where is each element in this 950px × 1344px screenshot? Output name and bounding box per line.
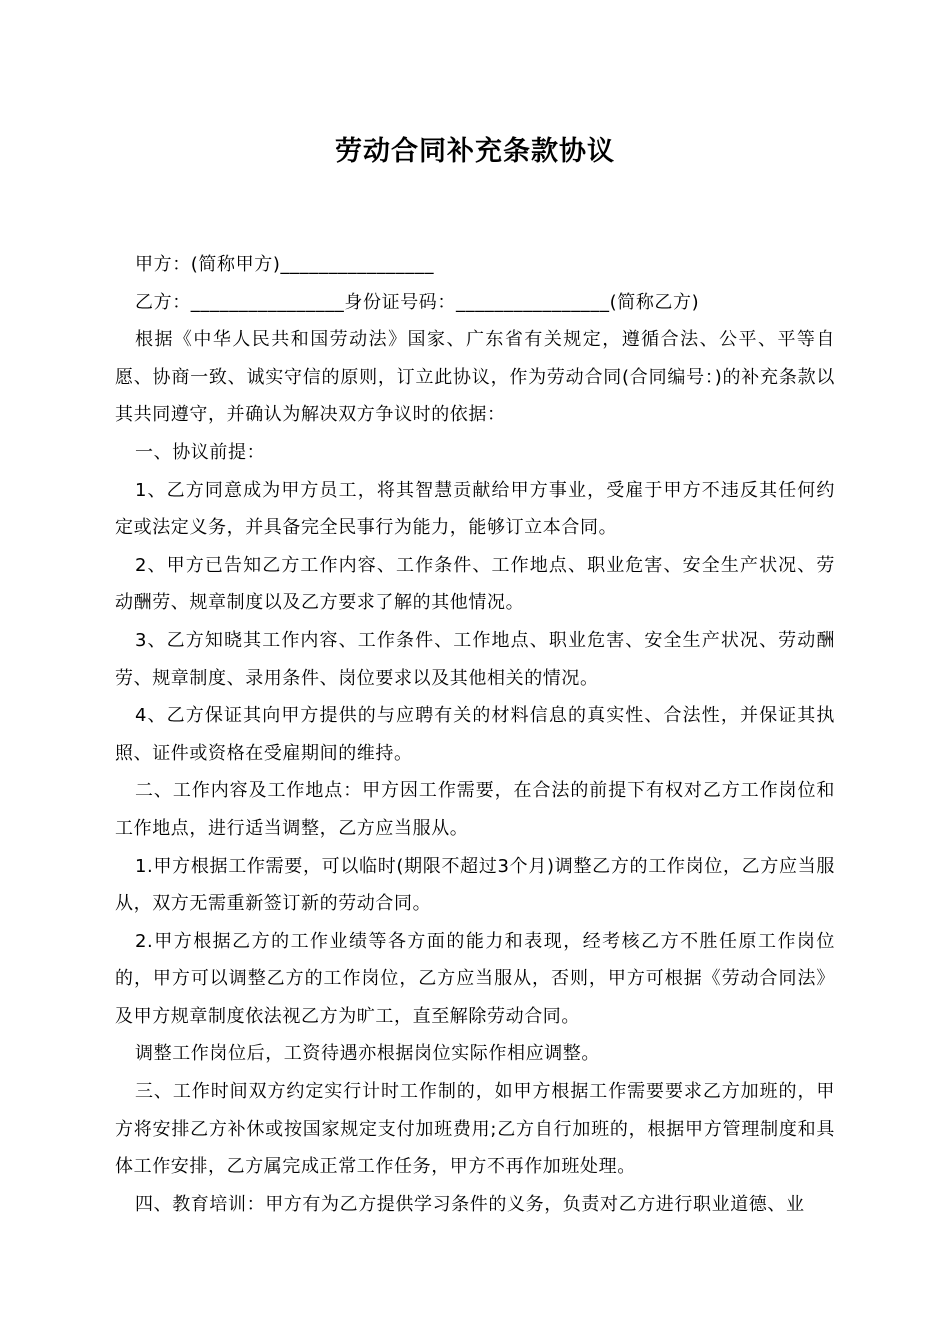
- clause-paragraph: 1、乙方同意成为甲方员工，将其智慧贡献给甲方事业，受雇于甲方不违反其任何约定或法定义务，并具备完全民事行为能力，能够订立本合同。: [115, 479, 835, 539]
- section-paragraph-work-content: 二、工作内容及工作地点：甲方因工作需要，在合法的前提下有权对乙方工作岗位和工作地点，进行适当调整，乙方应当服从。: [115, 780, 835, 839]
- party-a-line: 甲方：(简称甲方)________________: [135, 254, 435, 275]
- clause-paragraph: 调整工作岗位后，工资待遇亦根据岗位实际作相应调整。: [135, 1043, 600, 1065]
- section-paragraph-working-hours: 三、工作时间双方约定实行计时工作制的，如甲方根据工作需要要求乙方加班的，甲方将安排乙方补休或按国家规定支付加班费用;乙方自行加班的，根据甲方管理制度和具体工作安排，乙方属完成正常工作任务，甲方不再作加班处理。: [115, 1081, 835, 1178]
- clause-paragraph: 2、甲方已告知乙方工作内容、工作条件、工作地点、职业危害、安全生产状况、劳动酬劳、规章制度以及乙方要求了解的其他情况。: [115, 554, 835, 614]
- clause-paragraph: 2.甲方根据乙方的工作业绩等各方面的能力和表现，经考核乙方不胜任原工作岗位的，甲方可以调整乙方的工作岗位，乙方应当服从，否则，甲方可根据《劳动合同法》及甲方规章制度依法视乙方为旷工，直至解除劳动合同。: [115, 930, 835, 1027]
- clause-paragraph: 4、乙方保证其向甲方提供的与应聘有关的材料信息的真实性、合法性，并保证其执照、证件或资格在受雇期间的维持。: [115, 705, 835, 764]
- party-b-line: 乙方：________________身份证号码：________________(简称乙方): [135, 291, 700, 313]
- section-heading-premise: 一、协议前提：: [135, 441, 266, 463]
- document-title: 劳动合同补充条款协议: [335, 136, 615, 167]
- document-body: [115, 246, 835, 1223]
- clause-paragraph: 1.甲方根据工作需要，可以临时(期限不超过3个月)调整乙方的工作岗位，乙方应当服从，双方无需重新签订新的劳动合同。: [115, 855, 835, 915]
- preamble-paragraph: 根据《中华人民共和国劳动法》国家、广东省有关规定，遵循合法、公平、平等自愿、协商一致、诚实守信的原则，订立此协议，作为劳动合同(合同编号：)的补充条款以其共同遵守，并确认为解决双方争议时的依据：: [115, 329, 835, 426]
- clause-paragraph: 3、乙方知晓其工作内容、工作条件、工作地点、职业危害、安全生产状况、劳动酬劳、规章制度、录用条件、岗位要求以及其他相关的情况。: [115, 629, 835, 689]
- section-paragraph-training: 四、教育培训：甲方有为乙方提供学习条件的义务，负责对乙方进行职业道德、业: [135, 1193, 805, 1215]
